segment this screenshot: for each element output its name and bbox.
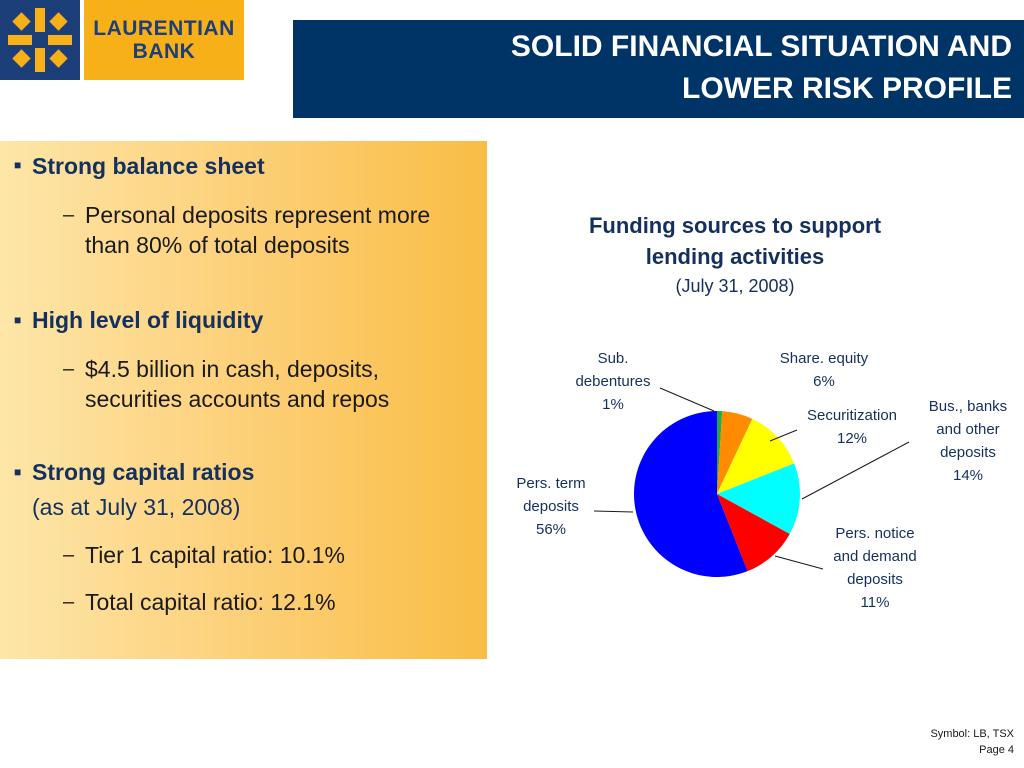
leader-line-3 xyxy=(802,442,909,499)
leader-line-4 xyxy=(775,556,823,569)
chart-subtitle: (July 31, 2008) xyxy=(675,276,795,296)
tier1-ratio: Tier 1 capital ratio: 10.1% xyxy=(85,542,345,568)
slice-label-3: Bus., banks and other deposits 14% xyxy=(928,398,1008,484)
balance-sub-line1: Personal deposits represent more xyxy=(85,202,431,228)
balance-sub-line2: than 80% of total deposits xyxy=(85,232,350,258)
liquidity-sub-line2: securities accounts and repos xyxy=(85,386,390,412)
logo-line2: BANK xyxy=(132,40,196,63)
point-balance-sheet: Strong balance sheet xyxy=(32,153,265,179)
bullet-icon: ■ xyxy=(14,465,22,479)
slice-label-4: Pers. notice and demand deposits 11% xyxy=(833,525,917,611)
capital-ratios-date: (as at July 31, 2008) xyxy=(32,494,241,520)
point-capital-ratios: Strong capital ratios xyxy=(32,459,255,485)
slice-label-0: Sub. debentures 1% xyxy=(575,350,651,413)
leader-line-0 xyxy=(660,388,714,411)
bullet-icon: ■ xyxy=(14,313,22,327)
logo-line1: LAURENTIAN xyxy=(93,17,235,40)
dash-icon: – xyxy=(63,204,75,226)
slice-label-5: Pers. term deposits 56% xyxy=(516,475,586,538)
chart-title-line1: Funding sources to support xyxy=(588,213,882,238)
ticker-symbol: Symbol: LB, TSX xyxy=(930,728,1014,740)
page-title-line1: SOLID FINANCIAL SITUATION AND xyxy=(510,30,1012,63)
page-number: Page 4 xyxy=(979,744,1014,756)
liquidity-sub-line1: $4.5 billion in cash, deposits, xyxy=(85,356,380,382)
chart-title-line2: lending activities xyxy=(645,244,825,269)
slice-label-2: Securitization 12% xyxy=(806,407,898,447)
total-capital-ratio: Total capital ratio: 12.1% xyxy=(85,589,336,615)
point-liquidity: High level of liquidity xyxy=(32,307,264,333)
leader-line-5 xyxy=(594,511,633,512)
page-title-line2: LOWER RISK PROFILE xyxy=(682,72,1012,105)
dash-icon: – xyxy=(63,591,75,613)
slice-label-1: Share. equity 6% xyxy=(779,350,869,390)
dash-icon: – xyxy=(63,544,75,566)
dash-icon: – xyxy=(63,358,75,380)
bullet-icon: ■ xyxy=(14,158,22,172)
